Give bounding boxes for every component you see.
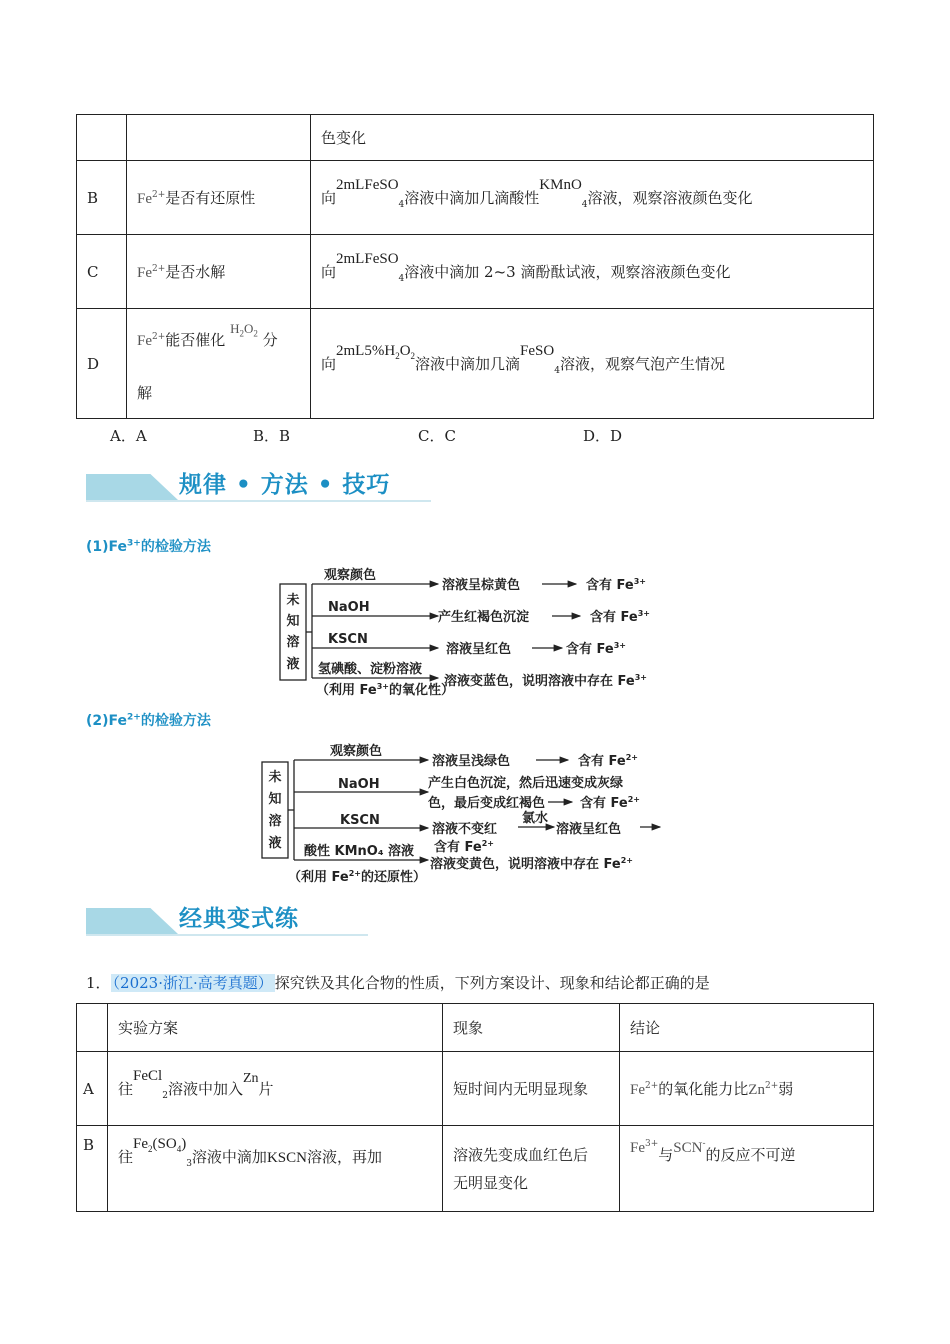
svg-text:含有 Fe3+: 含有 $Fe^{3+}$ (566, 641, 626, 657)
header-cell: 实验方案 (108, 1004, 443, 1052)
option-c[interactable]: C．C (418, 427, 456, 445)
option-d[interactable]: D．D (583, 427, 623, 445)
procedure-cell: 往$^{FeCl}_2$溶液中加入$^{Zn}$片 (108, 1052, 443, 1126)
procedure-cell: 向$^{2mLFeSO}_4$溶液中滴加 2~3 滴酚酞试液，观察溶液颜色变化 (311, 235, 874, 309)
svg-text:溶液变黄色，说明溶液中存在 Fe2+: 溶液变黄色，说明溶液中存在 $Fe^{2+}$ (430, 856, 633, 872)
svg-text:溶: 溶 (268, 814, 282, 829)
svg-text:溶液变蓝色，说明溶液中存在 Fe3+: 溶液变蓝色，说明溶液中存在 $Fe^{3+}$ (444, 673, 647, 689)
phenomenon-cell: 短时间内无明显现象 (443, 1052, 620, 1126)
row-letter: D (77, 309, 127, 419)
svg-text:溶: 溶 (286, 635, 300, 650)
table-row (77, 161, 874, 235)
svg-text:溶液呈红色: 溶液呈红色 (556, 822, 622, 837)
svg-text:液: 液 (268, 836, 282, 851)
question-cell: $Fe^{2+}$能否催化 $^{H_2O_2}$ 分 解 (127, 309, 311, 419)
svg-text:氢碘酸、淀粉溶液: 氢碘酸、淀粉溶液 (318, 662, 423, 677)
svg-text:KSCN: KSCN (328, 632, 368, 647)
section-title: 规律 • 方法 • 技巧 (179, 472, 391, 498)
svg-text:NaOH: NaOH (328, 600, 370, 615)
fe2-detection-diagram (258, 738, 688, 888)
svg-text:液: 液 (286, 657, 300, 672)
cell-continuation: 色变化 (311, 115, 874, 161)
conclusion-cell: $Fe^{2+}$的氧化能力比$Zn^{2+}$弱 (620, 1052, 874, 1126)
source-tag: （2023·浙江·高考真题） (112, 974, 273, 992)
method2-heading: $(2)Fe^{2+}$的检验方法 (86, 712, 211, 729)
header-decoration (86, 474, 178, 500)
svg-text:产生红褐色沉淀: 产生红褐色沉淀 (438, 610, 530, 625)
svg-text:未: 未 (268, 770, 282, 785)
table-row (77, 235, 874, 309)
question-text: 探究铁及其化合物的性质，下列方案设计、现象和结论都正确的是 (274, 974, 710, 992)
header-cell: 现象 (443, 1004, 620, 1052)
section-header-practice (86, 900, 368, 934)
bottom-table (76, 1003, 874, 1212)
svg-text:观察颜色: 观察颜色 (330, 744, 383, 759)
option-a[interactable]: A．A (110, 427, 147, 445)
header-cell: 结论 (620, 1004, 874, 1052)
svg-text:观察颜色: 观察颜色 (324, 568, 377, 583)
svg-text:产生白色沉淀，然后迅速变成灰绿: 产生白色沉淀，然后迅速变成灰绿 (428, 776, 624, 791)
svg-text:溶液呈红色: 溶液呈红色 (446, 642, 512, 657)
svg-text:NaOH: NaOH (338, 777, 380, 792)
svg-text:（利用 Fe3+的氧化性）: （利用 $Fe^{3+}$的氧化性） (316, 682, 454, 698)
question-cell: $Fe^{2+}$是否水解 (127, 235, 311, 309)
svg-text:氯水: 氯水 (522, 811, 549, 826)
question-1 (86, 972, 710, 993)
procedure-cell: 往$^{Fe_2(SO_4)}_3$溶液中滴加KSCN溶液，再加 (108, 1126, 443, 1212)
svg-text:溶液呈棕黄色: 溶液呈棕黄色 (442, 578, 521, 593)
svg-text:含有 Fe3+: 含有 $Fe^{3+}$ (590, 609, 650, 625)
table-header-row (77, 1004, 874, 1052)
question-number: 1． (86, 974, 111, 992)
table-row (77, 1052, 874, 1126)
svg-text:知: 知 (268, 792, 282, 807)
procedure-cell: 向$^{2mL5\%H_2O_2}$溶液中滴加几滴$^{FeSO}_4$溶液，观察气泡产生情况 (311, 309, 874, 419)
svg-text:含有 Fe2+: 含有 $Fe^{2+}$ (578, 753, 638, 769)
svg-text:溶液呈浅绿色: 溶液呈浅绿色 (432, 754, 511, 769)
row-letter: B (77, 161, 127, 235)
conclusion-cell: $Fe^{3+}$与SCN-的反应不可逆 (620, 1126, 874, 1212)
fe3-detection-diagram (276, 562, 696, 702)
table-row (77, 309, 874, 419)
phenomenon-cell: 溶液先变成血红色后 无明显变化 (443, 1126, 620, 1212)
svg-text:未: 未 (286, 593, 300, 608)
table-row (77, 1126, 874, 1212)
section-header-rules (86, 466, 431, 500)
option-b[interactable]: B．B (253, 427, 291, 445)
svg-text:溶液不变红: 溶液不变红 (432, 822, 498, 837)
procedure-cell: 向$^{2mLFeSO}_4$溶液中滴加几滴酸性$^{KMnO}_4$溶液，观察溶液颜色变化 (311, 161, 874, 235)
table-row (77, 115, 874, 161)
top-table (76, 114, 874, 419)
svg-text:含有 Fe3+: 含有 $Fe^{3+}$ (586, 577, 646, 593)
question-cell: $Fe^{2+}$是否有还原性 (127, 161, 311, 235)
svg-text:（利用 Fe2+的还原性）: （利用 $Fe^{2+}$的还原性） (288, 869, 426, 885)
row-letter: A (77, 1052, 108, 1126)
svg-text:酸性 KMnO₄ 溶液: 酸性 KMnO₄ 溶液 (304, 844, 415, 859)
section-title: 经典变式练 (179, 906, 299, 932)
method1-heading: $(1)Fe^{3+}$的检验方法 (86, 538, 211, 555)
row-letter: C (77, 235, 127, 309)
svg-text:含有 Fe2+: 含有 $Fe^{2+}$ (580, 795, 640, 811)
svg-text:知: 知 (286, 614, 300, 629)
row-letter: B (77, 1126, 108, 1212)
svg-text:含有 Fe2+: 含有 $Fe^{2+}$ (434, 839, 494, 855)
svg-text:色，最后变成红褐色: 色，最后变成红褐色 (428, 796, 546, 811)
svg-text:KSCN: KSCN (340, 813, 380, 828)
header-decoration (86, 908, 178, 934)
